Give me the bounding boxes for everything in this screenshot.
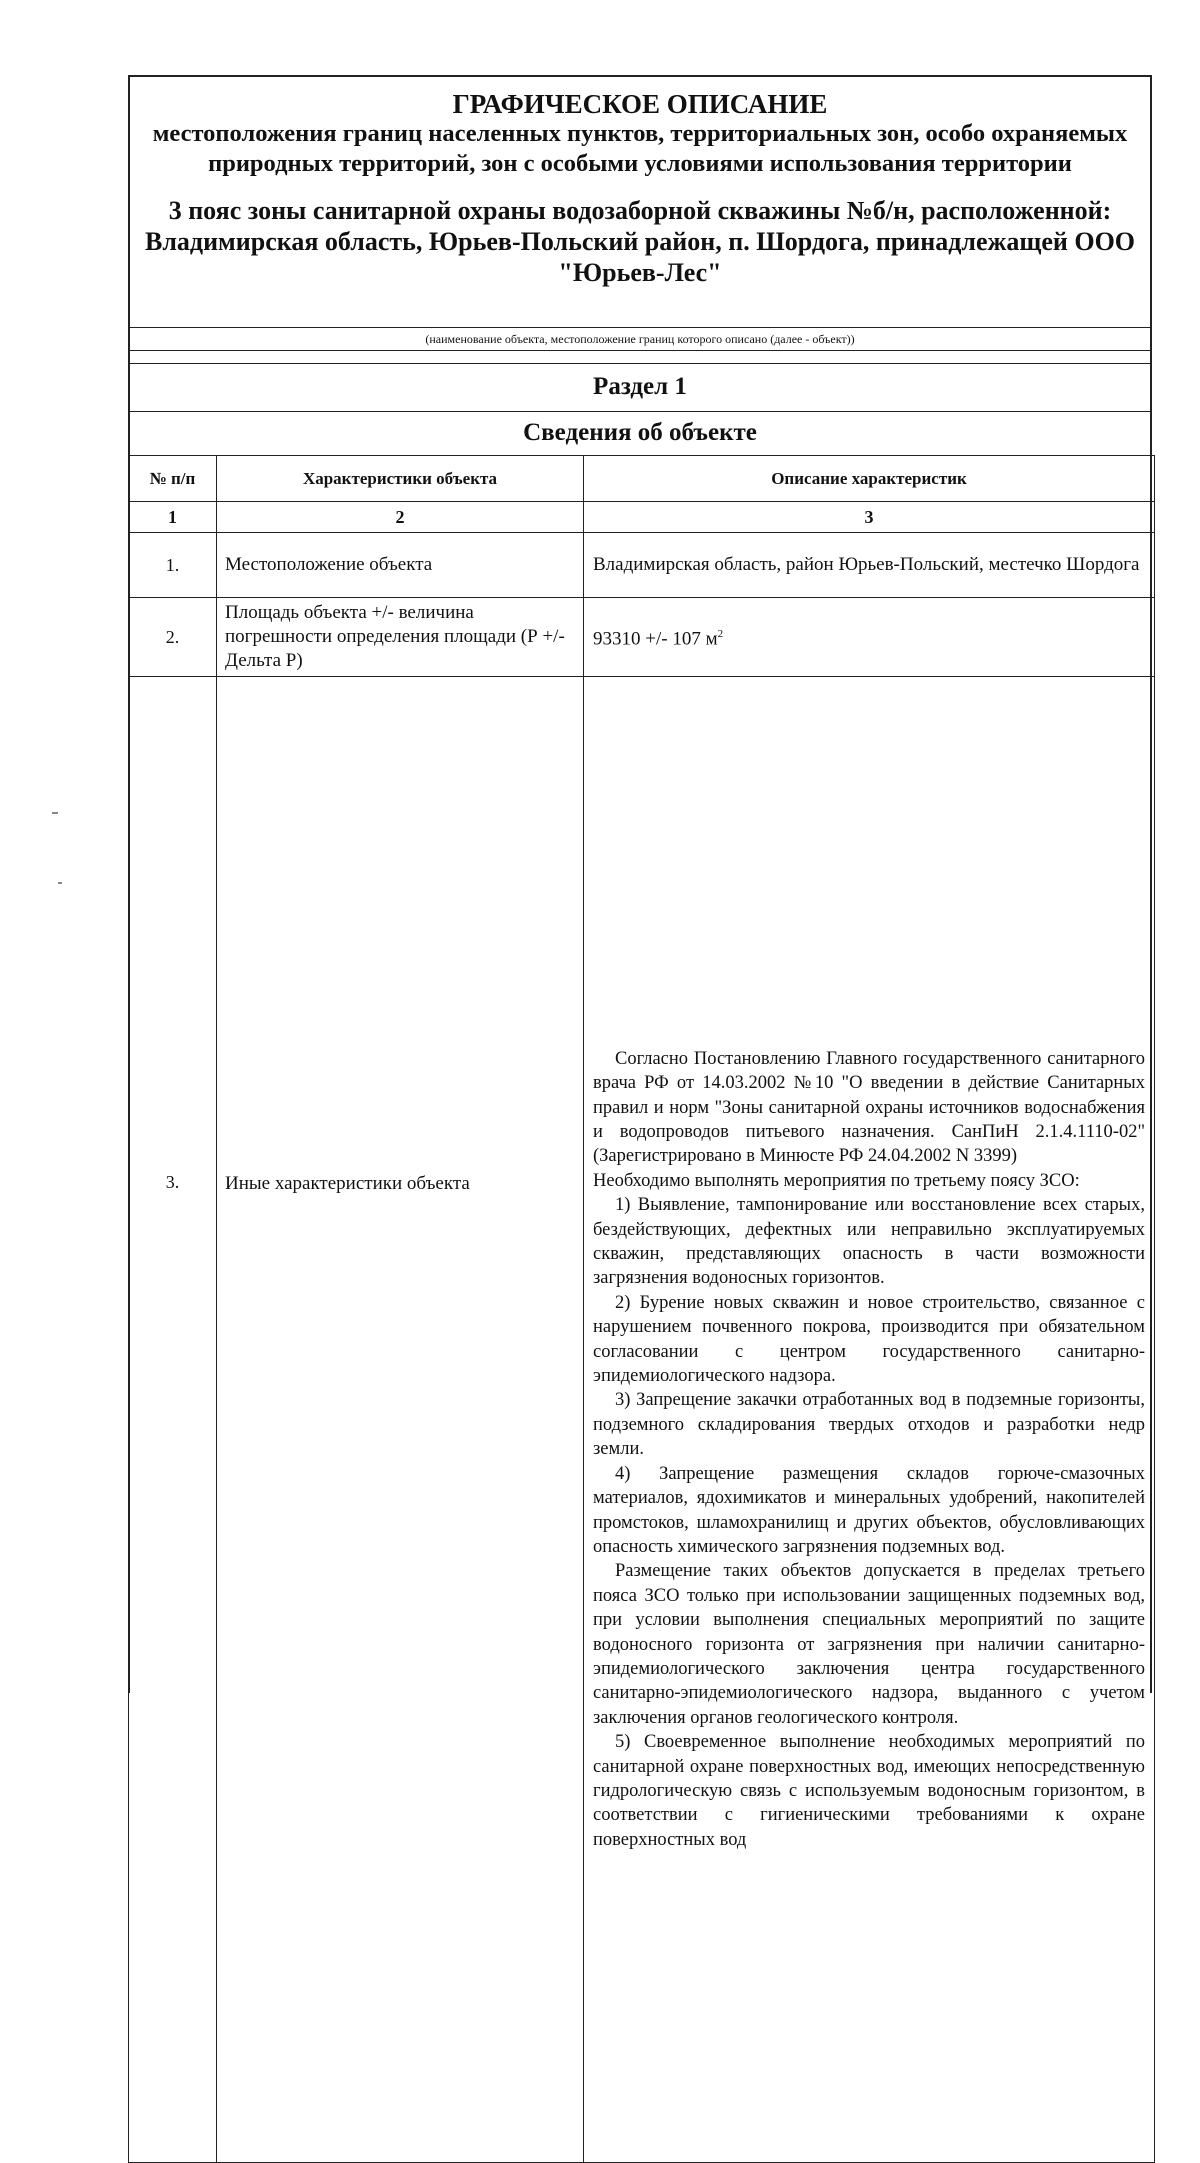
- paragraph: Необходимо выполнять мероприятия по третьему поясу ЗСО:: [593, 1170, 1080, 1191]
- table-row: [129, 533, 1155, 598]
- document-subtitle: местоположения границ населенных пунктов, территориальных зон, особо охраняемых природных территорий, зон с особыми условиями использования территории: [152, 120, 1128, 177]
- row-number: 1.: [129, 533, 217, 598]
- row-number: 2.: [129, 598, 217, 677]
- row-characteristic: Площадь объекта +/- величина погрешности определения площади (Р +/- Дельта Р): [217, 598, 584, 677]
- object-info-table: [128, 455, 1155, 2163]
- paragraph: Размещение таких объектов допускается в пределах третьего пояса ЗСО только при использовании защищенных подземных вод, при условии выполнения специальных мероприятий по защите водоносного горизонта от загрязнения при наличии санитарно-эпидемиологического заключения центра государственного санитарно-эпидемиологического надзора, выданного с учетом заключения органов геологического контроля.: [593, 1561, 1145, 1728]
- object-name: 3 пояс зоны санитарной охраны водозаборной скважины №б/н, расположенной: Владимирская область, Юрьев-Польский район, п. Шордога, принадлежащей ООО "Юрьев-Лес": [144, 196, 1136, 287]
- paragraph: 1) Выявление, тампонирование или восстановление всех старых, бездействующих, дефектных или неправильно эксплуатируемых скважин, представляющих опасность в части возможности загрязнения водоносных горизонтов.: [593, 1195, 1145, 1289]
- section-subtitle: Сведения об объекте: [130, 411, 1150, 455]
- paragraph: 2) Бурение новых скважин и новое строительство, связанное с нарушением почвенного покрова, производится при обязательном согласовании с центром государственного санитарно-эпидемиологического надзора.: [593, 1292, 1145, 1387]
- paragraph: 5) Своевременное выполнение необходимых мероприятий по санитарной охране поверхностных вод, имеющих непосредственную гидрологическую связь с используемым водоносным горизонтом, в соответствии с гигиеническими требованиями к охране поверхностных вод: [593, 1732, 1145, 1850]
- area-unit-exponent: 2: [717, 628, 724, 641]
- section-title: Раздел 1: [130, 363, 1150, 411]
- row-characteristic: Местоположение объекта: [217, 533, 584, 598]
- row-description: [584, 598, 1155, 677]
- margin-mark: [52, 812, 58, 814]
- document-title: ГРАФИЧЕСКОЕ ОПИСАНИЕ: [452, 89, 828, 119]
- row-description: Владимирская область, район Юрьев-Польский, местечко Шордога: [584, 533, 1155, 598]
- row-number: 3.: [129, 677, 217, 2163]
- table-header-row: [129, 456, 1155, 502]
- column-number: 1: [129, 502, 217, 533]
- table-row: [129, 677, 1155, 2163]
- paragraph: 3) Запрещение закачки отработанных вод в подземные горизонты, подземного складирования твердых отходов и разработки недр земли.: [593, 1390, 1145, 1460]
- document-header: [130, 77, 1150, 327]
- row-characteristic: Иные характеристики объекта: [217, 677, 584, 2163]
- paragraph: 4) Запрещение размещения складов горюче-смазочных материалов, ядохимикатов и минеральных удобрений, накопителей промстоков, шламохранилищ и других объектов, обусловливающих опасность химического загрязнения подземных вод.: [593, 1463, 1145, 1557]
- table-row: [129, 598, 1155, 677]
- row-description: [584, 677, 1155, 2163]
- column-number-row: [129, 502, 1155, 533]
- object-caption: (наименование объекта, местоположение границ которого описано (далее - объект)): [130, 327, 1150, 351]
- header-cell-characteristic: Характеристики объекта: [217, 456, 584, 502]
- margin-mark: [58, 882, 62, 884]
- document-page: [128, 75, 1152, 1850]
- column-number: 2: [217, 502, 584, 533]
- paragraph: Согласно Постановлению Главного государственного санитарного врача РФ от 14.03.2002 №10 "О введении в действие Санитарных правил и норм "Зоны санитарной охраны источников водоснабжения и водопроводов питьевого назначения. СанПиН 2.1.4.1110-02" (Зарегистрировано в Минюсте РФ 24.04.2002 N 3399): [593, 1048, 1145, 1167]
- description-paragraphs: [593, 1047, 1145, 1852]
- area-value: 93310 +/- 107 м: [593, 628, 718, 650]
- header-cell-description: Описание характеристик: [584, 456, 1155, 502]
- column-number: 3: [584, 502, 1155, 533]
- header-cell-number: № п/п: [129, 456, 217, 502]
